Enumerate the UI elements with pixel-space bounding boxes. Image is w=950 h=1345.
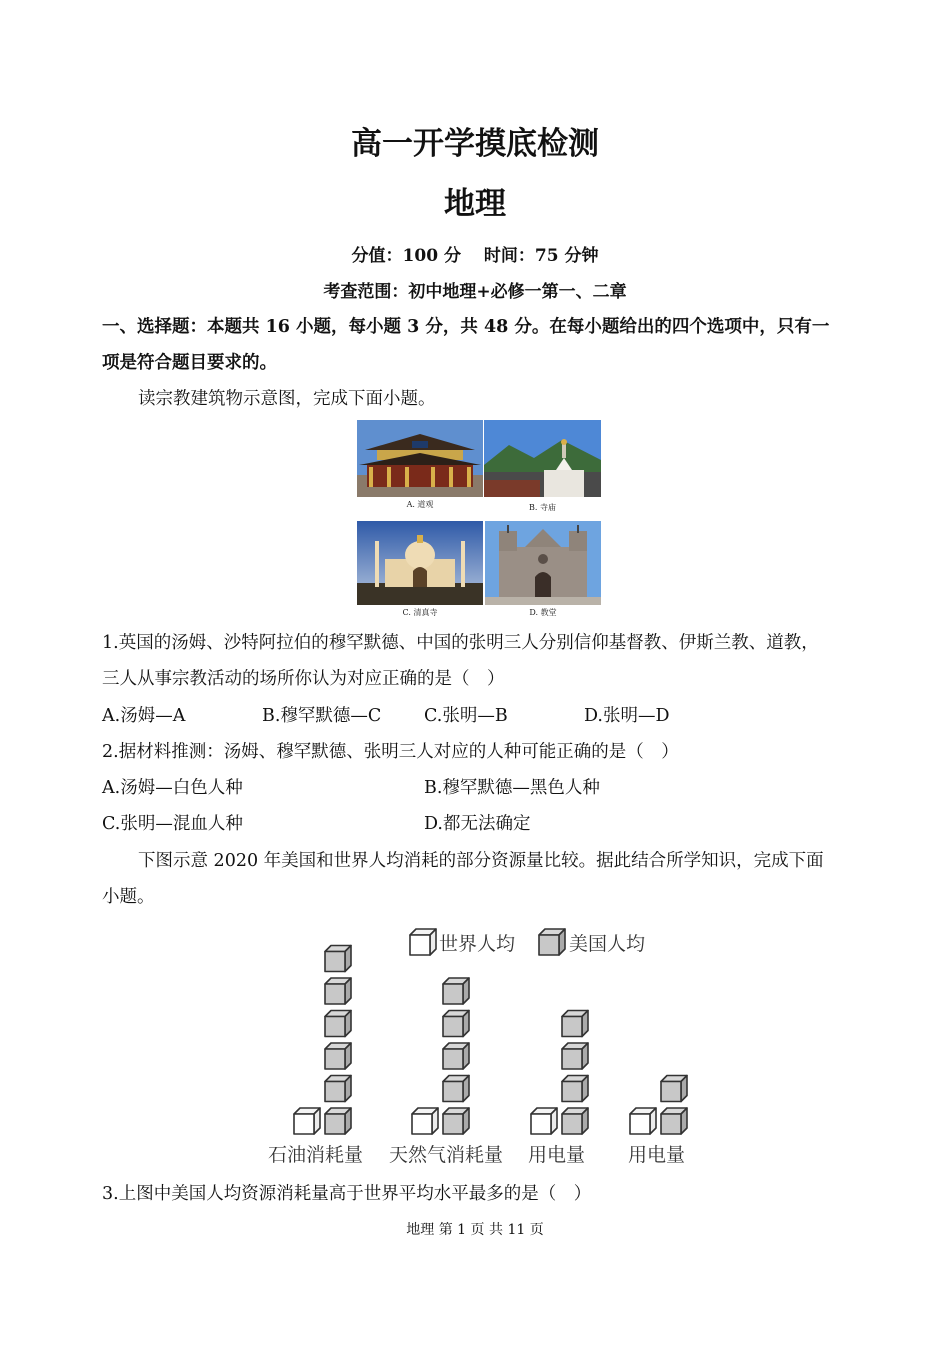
exam-scope: 考查范围：初中地理+必修一第一、二章 <box>323 282 627 302</box>
q1-option-c: C.张明—B <box>424 706 508 726</box>
legend-usa-cube <box>539 929 565 955</box>
usa-cube-0-0 <box>325 1108 351 1134</box>
usa-cube-2-3 <box>562 1011 588 1037</box>
usa-cube-3-1 <box>661 1076 687 1102</box>
caption-a: A. 道观 <box>406 500 434 509</box>
legend-usa-label: 美国人均 <box>569 933 646 955</box>
score-time: 分值：100 分 时间：75 分钟 <box>351 246 599 266</box>
page-footer: 地理 第 1 页 共 11 页 <box>406 1222 544 1238</box>
page-title: 高一开学摸底检测 <box>351 126 599 162</box>
usa-cube-1-2 <box>443 1043 469 1069</box>
category-label-electricity-1: 用电量 <box>528 1144 586 1166</box>
q1-option-d: D.张明—D <box>584 706 670 726</box>
q2-stem: 2.据材料推测：汤姆、穆罕默德、张明三人对应的人种可能正确的是（ ） <box>102 742 679 762</box>
world-cube-1-0 <box>412 1108 438 1134</box>
usa-cube-2-0 <box>562 1108 588 1134</box>
legend-world-label: 世界人均 <box>439 933 516 955</box>
legend-world-cube <box>410 929 436 955</box>
category-label-electricity-2: 用电量 <box>628 1144 686 1166</box>
usa-cube-0-1 <box>325 1076 351 1102</box>
caption-b: B. 寺庙 <box>529 503 556 512</box>
usa-cube-0-5 <box>325 946 351 972</box>
q1-stem-line1: 1.英国的汤姆、沙特阿拉伯的穆罕默德、中国的张明三人分别信仰基督教、伊斯兰教、道教， <box>102 633 819 653</box>
q1-option-b: B.穆罕默德—C <box>262 706 382 726</box>
usa-cube-3-0 <box>661 1108 687 1134</box>
photo-buddhist-temple <box>484 420 601 497</box>
usa-cube-1-0 <box>443 1108 469 1134</box>
section-heading-line1: 一、选择题：本题共 16 小题，每小题 3 分，共 48 分。在每小题给出的四个选项中，只有一 <box>102 317 830 337</box>
photo-taoist-temple <box>357 420 483 497</box>
q2-option-b: B.穆罕默德—黑色人种 <box>424 778 600 798</box>
category-label-oil: 石油消耗量 <box>268 1144 364 1166</box>
usa-cube-2-1 <box>562 1076 588 1102</box>
usa-cube-0-4 <box>325 978 351 1004</box>
usa-cube-1-1 <box>443 1076 469 1102</box>
usa-cube-1-3 <box>443 1011 469 1037</box>
intro-resource-line2: 小题。 <box>102 887 155 907</box>
caption-d: D. 教堂 <box>529 608 557 617</box>
world-cube-2-0 <box>531 1108 557 1134</box>
photo-church <box>485 521 601 605</box>
world-cube-3-0 <box>630 1108 656 1134</box>
subject-title: 地理 <box>444 186 506 222</box>
q3-stem: 3.上图中美国人均资源消耗量高于世界平均水平最多的是（ ） <box>102 1184 592 1204</box>
q2-option-c: C.张明—混血人种 <box>102 814 243 834</box>
category-label-gas: 天然气消耗量 <box>389 1144 504 1166</box>
caption-c: C. 清真寺 <box>402 608 438 617</box>
q2-option-d: D.都无法确定 <box>424 814 531 834</box>
section-heading-line2: 项是符合题目要求的。 <box>102 353 277 373</box>
usa-cube-0-3 <box>325 1011 351 1037</box>
intro-resource-line1: 下图示意 2020 年美国和世界人均消耗的部分资源量比较。据此结合所学知识，完成下面 <box>138 851 824 871</box>
photo-mosque <box>357 521 483 605</box>
usa-cube-1-4 <box>443 978 469 1004</box>
world-cube-0-0 <box>294 1108 320 1134</box>
usa-cube-2-2 <box>562 1043 588 1069</box>
intro-religion: 读宗教建筑物示意图，完成下面小题。 <box>138 389 436 409</box>
q1-option-a: A.汤姆—A <box>102 706 186 726</box>
usa-cube-0-2 <box>325 1043 351 1069</box>
q1-stem-line2: 三人从事宗教活动的场所你认为对应正确的是（ ） <box>102 669 505 689</box>
q2-option-a: A.汤姆—白色人种 <box>102 778 243 798</box>
